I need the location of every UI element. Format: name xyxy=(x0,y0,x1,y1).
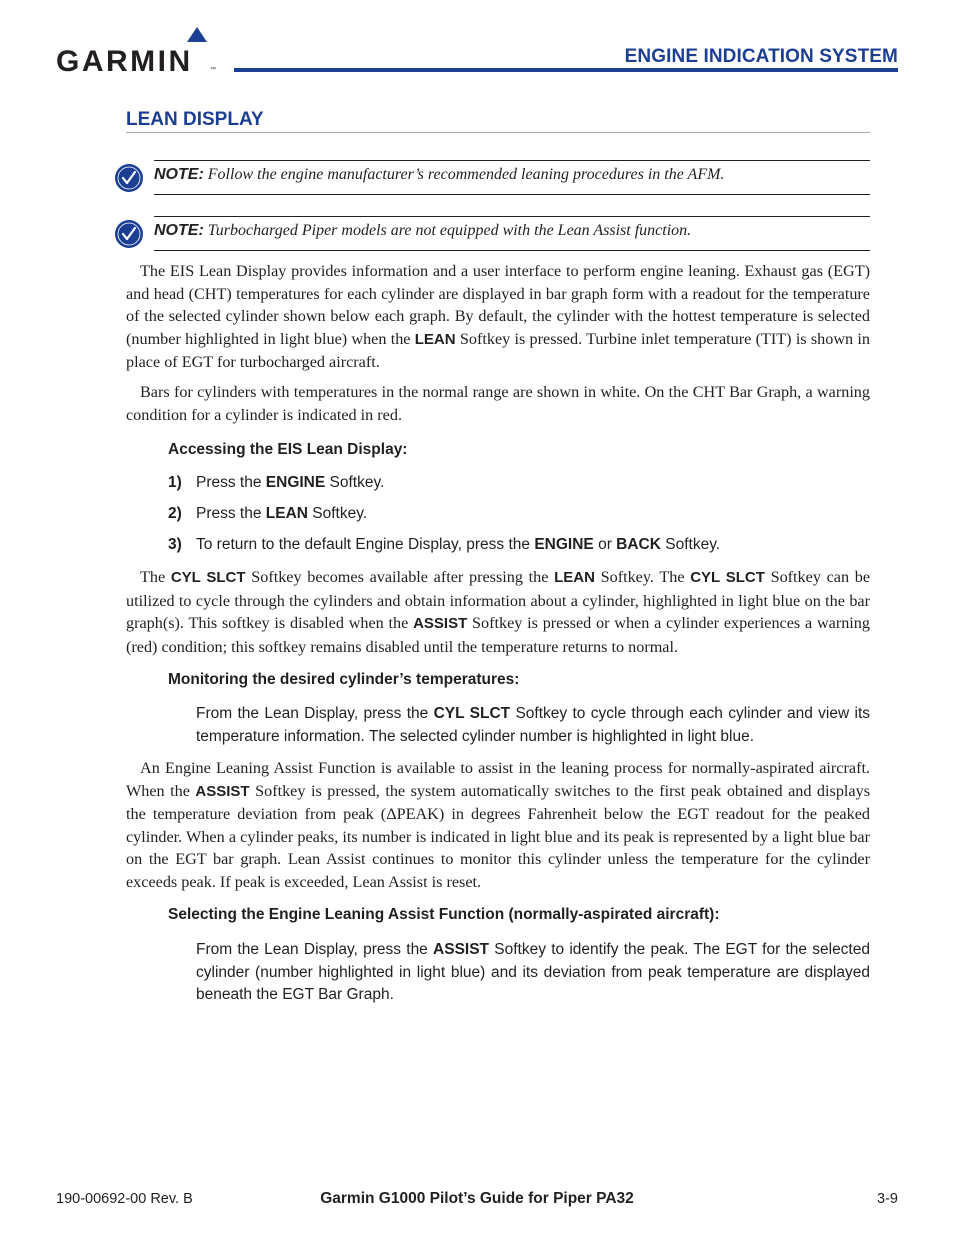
softkey-lean: LEAN xyxy=(554,569,595,586)
softkey-assist: ASSIST xyxy=(413,615,468,632)
heading-rule xyxy=(126,132,870,133)
footer-page-number: 3-9 xyxy=(877,1191,898,1207)
softkey-assist: ASSIST xyxy=(433,941,490,958)
softkey-lean: LEAN xyxy=(265,505,308,522)
note-check-icon xyxy=(114,163,144,193)
procedure-step: 1) Press the ENGINE Softkey. xyxy=(168,474,385,491)
softkey-engine: ENGINE xyxy=(265,474,326,491)
paragraph-lean-assist: An Engine Leaning Assist Function is available to assist in the leaning process for normally-aspirated aircraft. When the ASSIST Softkey is pressed, the system automatically switches to the first peak obtained and displays the temperature deviation from peak (ΔPEAK) in degrees Fahrenheit below the EGT readout for the peaked cylinder. When a cylinder peaks, its number is indicated in light blue and its peak is represented by a light blue bar on the EGT bar graph. Lean Assist continues to monitor this cylinder unless the temperature for the cylinder exceeds peak. If peak is exceeded, Lean Assist is reset. xyxy=(126,759,870,891)
note-2 xyxy=(114,216,870,251)
softkey-cyl-slct: CYL SLCT xyxy=(433,705,511,722)
paragraph-lean-display-intro: The EIS Lean Display provides information and a user interface to perform engine leaning. Exhaust gas (EGT) and head (CHT) temperatures for each cylinder are displayed in bar graph form with a readout for the temperature of the selected cylinder shown below each graph. By default, the cylinder with the hottest temperature is selected (number highlighted in light blue) when the LEAN Softkey is pressed. Turbine inlet temperature (TIT) is shown in place of EGT for turbocharged aircraft. xyxy=(126,262,870,371)
header-rule xyxy=(234,68,898,72)
paragraph-bar-colors: Bars for cylinders with temperatures in the normal range are shown in white. On the CHT Bar Graph, a warning condition for a cylinder is indicated in red. xyxy=(126,383,870,424)
softkey-cyl-slct: CYL SLCT xyxy=(170,569,246,586)
section-title: ENGINE INDICATION SYSTEM xyxy=(624,46,898,67)
paragraph-cyl-slct: The CYL SLCT Softkey becomes available after pressing the LEAN Softkey. The CYL SLCT Softkey can be utilized to cycle through the cylinders and obtain information about a cylinder, highlighted in light blue on the bar graph(s). This softkey is disabled when the ASSIST Softkey is pressed or when a cylinder experiences a warning (red) condition; this softkey remains disabled until the temperature returns to normal. xyxy=(126,568,871,656)
note-text: NOTE: Follow the engine manufacturer’s recommended leaning procedures in the AFM. xyxy=(154,166,725,183)
softkey-lean: LEAN xyxy=(414,330,456,348)
note-check-icon xyxy=(114,219,144,249)
procedure-step: 3) To return to the default Engine Display, press the ENGINE or BACK Softkey. xyxy=(168,536,721,553)
page-heading: LEAN DISPLAY xyxy=(126,109,264,130)
procedure-heading-selecting: Selecting the Engine Leaning Assist Function (normally-aspirated aircraft): xyxy=(168,906,720,923)
softkey-back: BACK xyxy=(616,536,661,553)
garmin-logo-icon xyxy=(56,26,218,74)
softkey-engine: ENGINE xyxy=(534,536,594,553)
svg-text:™: ™ xyxy=(210,67,216,73)
procedure-step: 2) Press the LEAN Softkey. xyxy=(168,505,368,522)
footer-doc-number: 190-00692-00 Rev. B xyxy=(56,1191,193,1207)
garmin-logo xyxy=(56,26,218,74)
note-1 xyxy=(114,160,870,195)
procedure-text-selecting: From the Lean Display, press the ASSIST Softkey to identify the peak. The EGT for the selected cylinder (number highlighted in light blue) and its deviation from peak temperature are displayed beneath the EGT Bar Graph. xyxy=(196,941,870,1003)
procedure-heading-accessing: Accessing the EIS Lean Display: xyxy=(168,441,408,458)
procedure-text-monitoring: From the Lean Display, press the CYL SLCT Softkey to cycle through each cylinder and view its temperature information. The selected cylinder number is highlighted in light blue. xyxy=(196,705,871,745)
procedure-heading-monitoring: Monitoring the desired cylinder’s temperatures: xyxy=(168,671,520,688)
footer-title: Garmin G1000 Pilot’s Guide for Piper PA32 xyxy=(320,1190,634,1207)
softkey-assist: ASSIST xyxy=(195,782,250,800)
softkey-cyl-slct: CYL SLCT xyxy=(690,569,765,586)
note-text: NOTE: Turbocharged Piper models are not equipped with the Lean Assist function. xyxy=(154,222,692,239)
svg-text:GARMIN: GARMIN xyxy=(56,45,193,74)
